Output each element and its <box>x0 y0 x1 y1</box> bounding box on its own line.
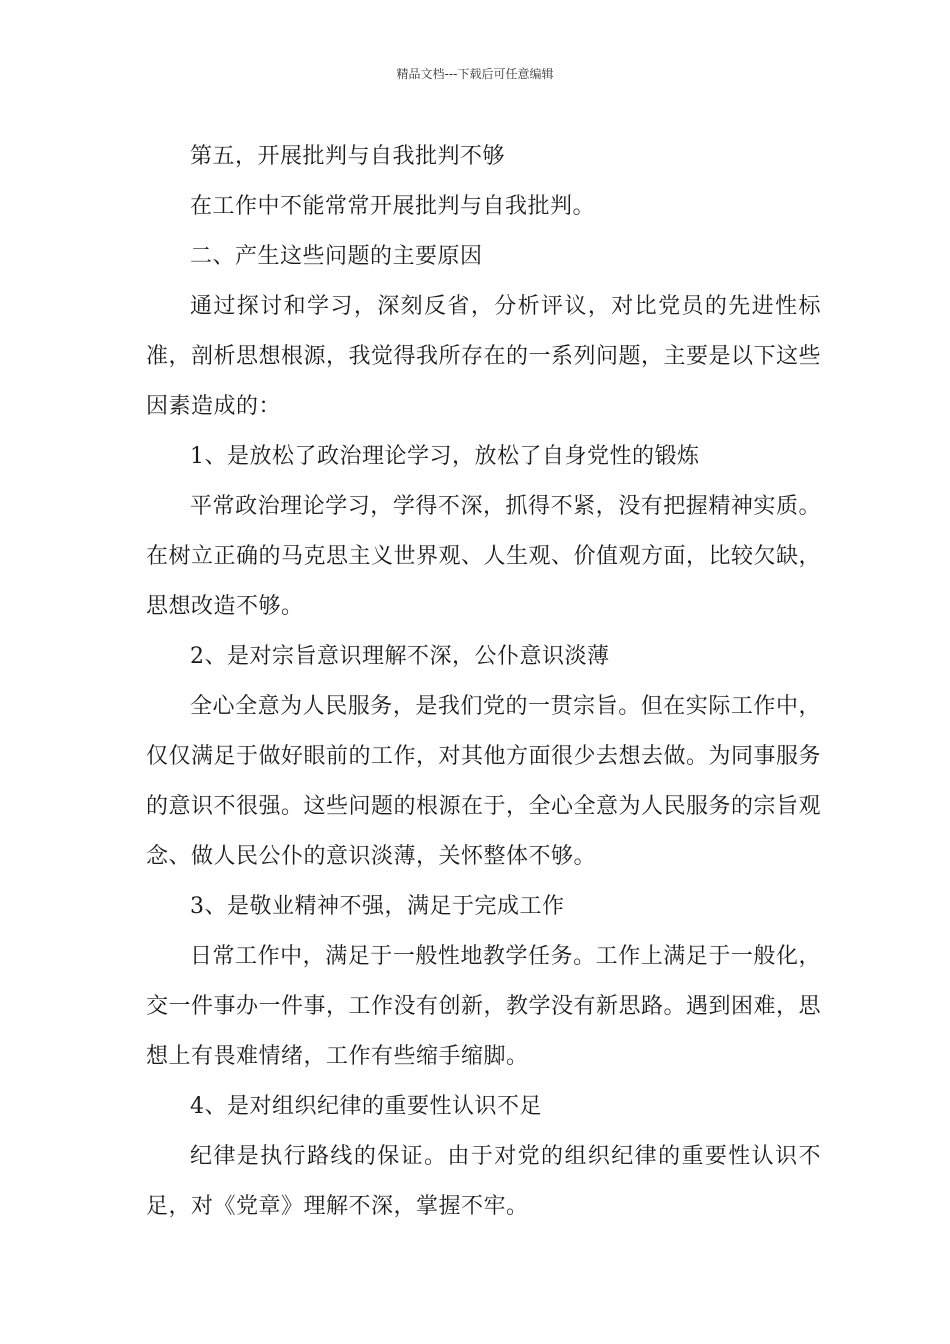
paragraph-heading-4: 4、是对组织纪律的重要性认识不足 <box>190 1094 542 1119</box>
paragraph: 纪律是执行路线的保证。由于对党的组织纪律的重要性认识不足，对《党章》理解不深，掌握不牢。 <box>146 1144 821 1219</box>
section-heading-causes: 二、产生这些问题的主要原因 <box>190 244 483 269</box>
paragraph: 日常工作中，满足于一般性地教学任务。工作上满足于一般化，交一件事办一件事，工作没有创新，教学没有新思路。遇到困难，思想上有畏难情绪，工作有些缩手缩脚。 <box>146 944 822 1069</box>
paragraph: 通过探讨和学习，深刻反省，分析评议，对比党员的先进性标准，剖析思想根源，我觉得我所存在的一系列问题，主要是以下这些因素造成的： <box>146 294 822 419</box>
page-header: 精品文档---下载后可任意编辑 <box>396 67 554 81</box>
paragraph-heading-3: 3、是敬业精神不强，满足于完成工作 <box>190 894 565 919</box>
document-body <box>146 132 821 1232</box>
paragraph: 在工作中不能常常开展批判与自我批判。 <box>190 194 596 219</box>
paragraph: 全心全意为人民服务，是我们党的一贯宗旨。但在实际工作中，仅仅满足于做好眼前的工作，对其他方面很少去想去做。为同事服务的意识不很强。这些问题的根源在于，全心全意为人民服务的宗旨观念、做人民公仆的意识淡薄，关怀整体不够。 <box>146 694 822 869</box>
paragraph-heading-1: 1、是放松了政治理论学习，放松了自身党性的锻炼 <box>190 444 700 469</box>
paragraph-heading-2: 2、是对宗旨意识理解不深，公仆意识淡薄 <box>190 644 610 669</box>
paragraph: 平常政治理论学习，学得不深，抓得不紧，没有把握精神实质。在树立正确的马克思主义世界观、人生观、价值观方面，比较欠缺，思想改造不够。 <box>146 494 822 619</box>
paragraph-heading-fifth: 第五，开展批判与自我批判不够 <box>190 144 506 169</box>
